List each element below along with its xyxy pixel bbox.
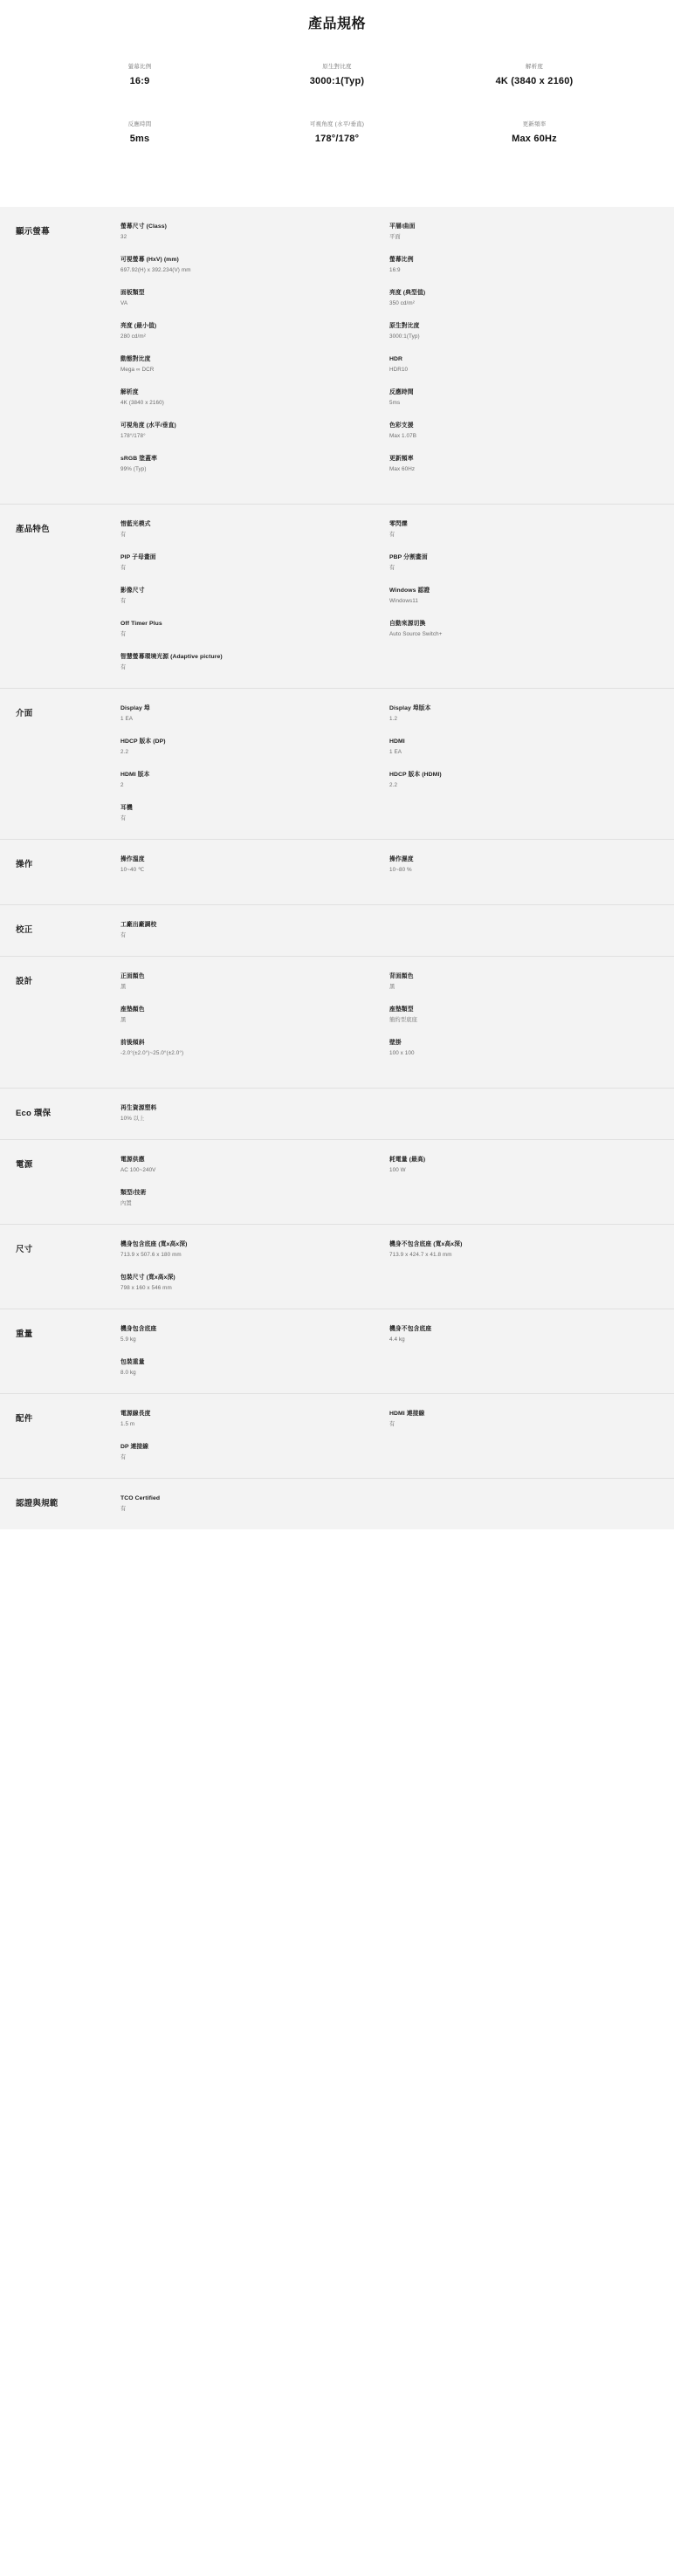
spec-group-title: 顯示螢幕 [16, 227, 50, 237]
spec-group [0, 1224, 674, 1309]
spec-item-value: 有 [389, 565, 395, 572]
spec-group-title: 產品特色 [16, 524, 50, 534]
spec-item-value: 內置 [120, 1199, 132, 1206]
spec-item-value: 697.92(H) x 392.234(V) mm [120, 267, 191, 274]
highlight-label: 螢幕比例 [127, 64, 152, 70]
spec-item-value: Max 60Hz [389, 466, 416, 473]
spec-group-title: Eco 環保 [16, 1108, 52, 1118]
spec-item-value: 713.9 x 424.7 x 41.8 mm [389, 1251, 452, 1258]
spec-item [120, 520, 389, 553]
spec-item-label: 螢幕尺寸 (Class) [120, 223, 167, 230]
spec-item [389, 972, 658, 1006]
spec-item-value: 有 [120, 1453, 127, 1460]
spec-item-label: 操作溫度 [120, 855, 145, 862]
spec-item-value: 10% 以上 [120, 1115, 145, 1122]
spec-group-items [120, 520, 658, 672]
spec-item-label: HDCP 版本 (DP) [120, 738, 166, 745]
spec-item [120, 921, 389, 940]
spec-group-title: 重量 [16, 1329, 33, 1339]
spec-item-label: 平層/曲面 [389, 223, 416, 230]
spec-group [0, 688, 674, 839]
spec-item-label: 螢幕比例 [389, 256, 414, 263]
spec-item-label: 座墊類型 [389, 1006, 414, 1013]
spec-group-items [120, 921, 658, 940]
spec-item-value: VA [120, 300, 128, 307]
spec-item-value: 1 EA [120, 715, 134, 722]
highlight-label: 反應時間 [127, 121, 152, 127]
spec-group-items [120, 1104, 658, 1123]
spec-item-value: 1.5 m [120, 1420, 135, 1427]
spec-item-label: 零閃爍 [389, 520, 408, 527]
spec-item [389, 1006, 658, 1039]
highlight-value: 5ms [129, 134, 150, 144]
spec-item-value: 黑 [389, 983, 395, 990]
highlight-cell [238, 62, 436, 86]
spec-item [120, 587, 389, 620]
spec-item-value: Windows11 [389, 598, 418, 605]
spec-item-value: 有 [120, 1505, 127, 1512]
spec-item-value: 5ms [389, 400, 401, 407]
spec-item-value: 2.2 [389, 781, 398, 788]
highlight-row-2 [0, 120, 674, 144]
spec-item-label: sRGB 塗蓋率 [120, 455, 157, 462]
spec-group-items [120, 1156, 658, 1208]
spec-item-label: 惜藍光模式 [120, 520, 151, 527]
spec-item [120, 1443, 389, 1462]
spec-item [120, 388, 389, 422]
spec-item-label: 反應時間 [389, 388, 414, 395]
spec-item [120, 1006, 389, 1039]
spec-item-label: 解析度 [120, 388, 139, 395]
spec-item [389, 553, 658, 587]
spec-item-label: Off Timer Plus [120, 620, 162, 627]
spec-item-label: 機身包含底座 [120, 1325, 157, 1332]
spec-group-title: 電源 [16, 1159, 33, 1170]
spec-item-value: 798 x 160 x 546 mm [120, 1284, 172, 1291]
spec-group-items [120, 855, 658, 889]
spec-item-value: 黑 [120, 1016, 127, 1023]
spec-item [120, 704, 389, 738]
spec-item [120, 1274, 389, 1293]
spec-highlights-section [0, 0, 674, 207]
spec-item-value: 32 [120, 234, 127, 241]
page-title: 產品規格 [307, 17, 366, 31]
spec-group [0, 839, 674, 904]
spec-item-label: 壁掛 [389, 1039, 402, 1046]
spec-item [389, 256, 658, 289]
spec-item-value: 有 [120, 663, 127, 670]
spec-item [120, 256, 389, 289]
spec-item [120, 1325, 389, 1358]
spec-item-value: 有 [120, 598, 127, 605]
highlight-label: 原生對比度 [322, 64, 352, 70]
spec-item-value: -2.0°(±2.0°)~25.0°(±2.0°) [120, 1049, 184, 1056]
spec-item-value: 5.9 kg [120, 1336, 136, 1343]
spec-item [389, 704, 658, 738]
spec-group-title: 操作 [16, 859, 33, 869]
spec-group-items [120, 1240, 658, 1293]
spec-item [120, 455, 389, 488]
spec-item-value: 10~80 % [389, 866, 412, 873]
spec-item-label: 正面顏色 [120, 972, 145, 979]
spec-item-value: 簡約型底座 [389, 1016, 417, 1023]
spec-item-label: 亮度 (最小值) [120, 322, 157, 329]
spec-group-title: 認證與規範 [16, 1498, 58, 1508]
spec-group [0, 207, 674, 504]
spec-item [120, 804, 389, 823]
spec-item-value: 2 [120, 781, 124, 788]
spec-item-label: 類型/技術 [120, 1189, 147, 1196]
spec-item-label: 耳機 [120, 804, 133, 811]
spec-item-label: 工廠出廠調校 [120, 921, 157, 928]
spec-item-label: 動態對比度 [120, 355, 151, 362]
spec-item-label: 原生對比度 [389, 322, 420, 329]
highlight-value: Max 60Hz [512, 134, 557, 144]
spec-item [389, 855, 658, 889]
spec-item [120, 1494, 389, 1514]
spec-item-label: 面板類型 [120, 289, 145, 296]
spec-item-label: Display 埠版本 [389, 704, 431, 711]
spec-item-value: AC 100~240V [120, 1166, 156, 1173]
spec-group-items [120, 1410, 658, 1462]
spec-item-value: 713.9 x 507.6 x 180 mm [120, 1251, 182, 1258]
spec-item-label: PBP 分割畫面 [389, 553, 428, 560]
spec-item-value: Auto Source Switch+ [389, 631, 443, 637]
spec-item [389, 223, 658, 256]
spec-item [120, 738, 389, 771]
spec-item-value: 有 [120, 931, 127, 938]
highlight-row-1 [0, 62, 674, 86]
spec-item [120, 1104, 389, 1123]
spec-item-label: 可視角度 (水平/垂直) [120, 422, 176, 429]
spec-item [120, 972, 389, 1006]
highlight-label: 更新頻率 [522, 121, 547, 127]
spec-item [389, 1039, 658, 1072]
spec-item-label: 自動來源切換 [389, 620, 426, 627]
spec-item [120, 771, 389, 804]
spec-item [389, 771, 658, 804]
spec-item-label: 前後傾斜 [120, 1039, 145, 1046]
highlight-value: 16:9 [129, 76, 150, 86]
spec-group [0, 1393, 674, 1478]
spec-group-items [120, 223, 658, 488]
spec-item-label: Display 埠 [120, 704, 150, 711]
highlight-value: 3000:1(Typ) [309, 76, 365, 86]
spec-item-value: 黑 [120, 983, 127, 990]
spec-item [120, 322, 389, 355]
spec-item-label: 座墊顏色 [120, 1006, 145, 1013]
spec-item-value: 10~40 ℃ [120, 866, 145, 873]
spec-group [0, 1139, 674, 1224]
spec-group [0, 956, 674, 1088]
spec-item-value: 有 [389, 532, 395, 539]
spec-item-label: 色彩支援 [389, 422, 414, 429]
spec-item-value: 1.2 [389, 715, 398, 722]
spec-item [120, 1156, 389, 1189]
highlight-cell [436, 62, 633, 86]
spec-item-value: 有 [120, 631, 127, 637]
spec-item [120, 289, 389, 322]
spec-item-value: 350 cd/m² [389, 300, 415, 307]
spec-item-value: 4.4 kg [389, 1336, 405, 1343]
spec-item [389, 455, 658, 488]
spec-item-label: DP 連接線 [120, 1443, 149, 1450]
spec-item [120, 553, 389, 587]
spec-item-label: HDMI 連接線 [389, 1410, 425, 1417]
spec-item [389, 322, 658, 355]
spec-item-value: 有 [120, 565, 127, 572]
spec-item [120, 1039, 389, 1072]
spec-item [389, 1410, 658, 1443]
spec-item-value: 1 EA [389, 748, 402, 755]
highlight-value: 4K (3840 x 2160) [495, 76, 574, 86]
spec-group-items [120, 704, 658, 823]
spec-item-label: 亮度 (典型值) [389, 289, 426, 296]
highlight-cell [41, 62, 238, 86]
highlight-cell [41, 120, 238, 144]
spec-item-label: 再生資源塑料 [120, 1104, 157, 1111]
highlight-label: 解析度 [525, 64, 544, 70]
spec-item [120, 855, 389, 889]
spec-item-value: 99% (Typ) [120, 466, 147, 473]
spec-item-value: Mega ∞ DCR [120, 367, 155, 374]
spec-item [120, 1189, 389, 1208]
spec-item [389, 355, 658, 388]
spec-item-value: 8.0 kg [120, 1369, 136, 1376]
highlight-cell [238, 120, 436, 144]
spec-item [120, 653, 389, 672]
spec-item-label: HDMI 版本 [120, 771, 150, 778]
spec-item-value: Max 1.07B [389, 433, 417, 440]
spec-item-value: 100 x 100 [389, 1049, 415, 1056]
spec-group [0, 1478, 674, 1529]
highlight-label: 可視角度 (水平/垂直) [309, 121, 365, 127]
spec-item-value: 2.2 [120, 748, 129, 755]
spec-group-title: 校正 [16, 924, 33, 935]
highlight-value: 178°/178° [314, 134, 360, 144]
spec-item-value: 280 cd/m² [120, 333, 146, 340]
spec-item-value: 100 W [389, 1166, 406, 1173]
spec-item-label: 影像尺寸 [120, 587, 145, 594]
spec-item-label: 背面顏色 [389, 972, 414, 979]
spec-item-label: 機身不包含底座 [389, 1325, 432, 1332]
spec-item [120, 1240, 389, 1274]
spec-item-label: 耗電量 (最高) [389, 1156, 426, 1163]
spec-item-value: 16:9 [389, 267, 401, 274]
spec-group-items [120, 972, 658, 1072]
spec-item-label: HDMI [389, 738, 405, 745]
spec-group-title: 配件 [16, 1413, 33, 1424]
spec-item-label: 可視螢幕 (HxV) (mm) [120, 256, 179, 263]
spec-item-label: 電源線長度 [120, 1410, 151, 1417]
spec-item-value: 178°/178° [120, 433, 146, 440]
spec-item-value: 有 [389, 1420, 395, 1427]
spec-item-label: 包裝尺寸 (寬x高x深) [120, 1274, 175, 1281]
spec-group-title: 介面 [16, 708, 33, 718]
spec-item-label: PIP 子母畫面 [120, 553, 156, 560]
spec-item-value: 有 [120, 814, 127, 821]
spec-item-value: 有 [120, 532, 127, 539]
spec-item-label: HDCP 版本 (HDMI) [389, 771, 442, 778]
spec-table [0, 207, 674, 1529]
spec-item-label: 包裝重量 [120, 1358, 145, 1365]
spec-group-title: 設計 [16, 976, 33, 986]
spec-item [120, 1358, 389, 1377]
spec-item-label: 機身包含底座 (寬x高x深) [120, 1240, 188, 1247]
spec-group [0, 504, 674, 688]
spec-item-value: HDR10 [389, 367, 409, 374]
spec-item [389, 388, 658, 422]
spec-item-label: HDR [389, 355, 403, 362]
spec-item [389, 738, 658, 771]
spec-item [389, 1325, 658, 1358]
spec-item-label: 電源供應 [120, 1156, 145, 1163]
spec-group [0, 1309, 674, 1393]
highlight-cell [436, 120, 633, 144]
spec-item [389, 1240, 658, 1274]
spec-item-label: 機身不包含底座 (寬x高x深) [389, 1240, 463, 1247]
spec-item [389, 422, 658, 455]
spec-item [389, 620, 658, 653]
spec-item-label: 操作濕度 [389, 855, 414, 862]
spec-item [120, 223, 389, 256]
spec-group [0, 904, 674, 956]
spec-group-items [120, 1494, 658, 1514]
spec-item [389, 520, 658, 553]
spec-item [120, 355, 389, 388]
spec-item [120, 620, 389, 653]
spec-item [120, 1410, 389, 1443]
spec-group-items [120, 1325, 658, 1377]
spec-item-label: 智慧螢幕環境光源 (Adaptive picture) [120, 653, 223, 660]
spec-item-label: TCO Certified [120, 1494, 161, 1501]
spec-item [389, 289, 658, 322]
spec-item [389, 587, 658, 620]
spec-group-title: 尺寸 [16, 1244, 33, 1254]
spec-item-value: 平面 [389, 234, 401, 241]
spec-item-label: Windows 認證 [389, 587, 430, 594]
spec-item [389, 1156, 658, 1189]
spec-item-value: 3000:1(Typ) [389, 333, 420, 340]
spec-item-label: 更新頻率 [389, 455, 414, 462]
spec-item [120, 422, 389, 455]
spec-item-value: 4K (3840 x 2160) [120, 400, 164, 407]
spec-group [0, 1088, 674, 1139]
